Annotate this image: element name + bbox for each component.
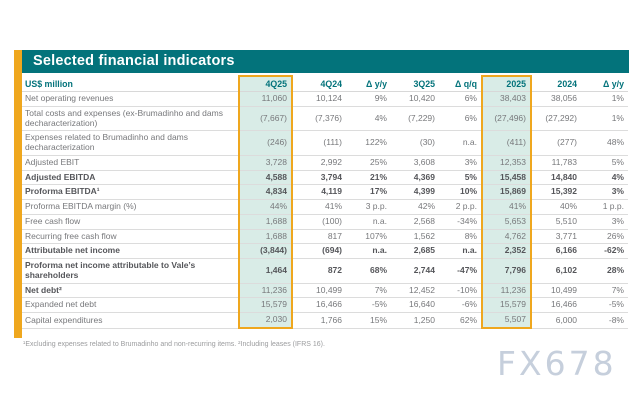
value-cell: 15,579 — [239, 298, 292, 313]
value-cell: 817 — [292, 229, 346, 244]
row-label: Adjusted EBIT — [22, 155, 239, 170]
value-cell: 28% — [581, 259, 628, 284]
table-row — [22, 283, 628, 298]
value-cell: (246) — [239, 131, 292, 156]
value-cell: 10,124 — [292, 92, 346, 107]
financial-indicators-panel — [22, 50, 629, 329]
table-row — [22, 259, 628, 284]
value-cell: 1,688 — [239, 214, 292, 229]
unit-column-header: US$ million — [22, 76, 239, 92]
value-cell: n.a. — [346, 214, 391, 229]
table-row — [22, 170, 628, 185]
value-cell: 11,783 — [531, 155, 581, 170]
row-label: Capital expenditures — [22, 313, 239, 328]
value-cell: 6,000 — [531, 313, 581, 328]
period-column-header: Δ q/q — [439, 76, 482, 92]
value-cell: 15,392 — [531, 185, 581, 200]
value-cell: 12,452 — [391, 283, 439, 298]
value-cell: 6% — [439, 92, 482, 107]
value-cell: 41% — [292, 200, 346, 215]
value-cell: 11,236 — [239, 283, 292, 298]
footnote: ¹Excluding expenses related to Brumadinho and non-recurring items. ²Including leases (IFRS 16). — [23, 341, 325, 348]
value-cell: 3,728 — [239, 155, 292, 170]
value-cell: 5% — [581, 155, 628, 170]
value-cell: 4,762 — [482, 229, 531, 244]
value-cell: -5% — [581, 298, 628, 313]
row-label: Attributable net income — [22, 244, 239, 259]
row-label: Expanded net debt — [22, 298, 239, 313]
value-cell: 6% — [439, 106, 482, 131]
value-cell: 40% — [531, 200, 581, 215]
value-cell: (411) — [482, 131, 531, 156]
value-cell: 10,499 — [531, 283, 581, 298]
value-cell: 5% — [439, 170, 482, 185]
value-cell: -10% — [439, 283, 482, 298]
value-cell: 4% — [346, 106, 391, 131]
value-cell: -6% — [439, 298, 482, 313]
value-cell: 2,685 — [391, 244, 439, 259]
value-cell: 7% — [346, 283, 391, 298]
value-cell: 6,102 — [531, 259, 581, 284]
value-cell: 15% — [346, 313, 391, 328]
period-column-header: 2025 — [482, 76, 531, 92]
value-cell: 11,236 — [482, 283, 531, 298]
value-cell: 1,766 — [292, 313, 346, 328]
value-cell: 26% — [581, 229, 628, 244]
table-row — [22, 244, 628, 259]
value-cell: 1,250 — [391, 313, 439, 328]
period-column-header: 4Q25 — [239, 76, 292, 92]
table-title: Selected financial indicators — [22, 50, 629, 73]
value-cell: 872 — [292, 259, 346, 284]
value-cell: 2,352 — [482, 244, 531, 259]
table-row — [22, 313, 628, 328]
value-cell: 4,834 — [239, 185, 292, 200]
value-cell: 15,579 — [482, 298, 531, 313]
value-cell: 16,466 — [531, 298, 581, 313]
period-column-header: 3Q25 — [391, 76, 439, 92]
value-cell: 41% — [482, 200, 531, 215]
table-row — [22, 185, 628, 200]
value-cell: 8% — [439, 229, 482, 244]
value-cell: 11,060 — [239, 92, 292, 107]
value-cell: 38,403 — [482, 92, 531, 107]
table-row — [22, 92, 628, 107]
period-column-header: 2024 — [531, 76, 581, 92]
header-row — [22, 76, 628, 92]
watermark: FX678 — [497, 344, 617, 383]
value-cell: 16,640 — [391, 298, 439, 313]
value-cell: 4% — [581, 170, 628, 185]
row-label: Free cash flow — [22, 214, 239, 229]
value-cell: 3 p.p. — [346, 200, 391, 215]
value-cell: 25% — [346, 155, 391, 170]
value-cell: 1,562 — [391, 229, 439, 244]
value-cell: 21% — [346, 170, 391, 185]
value-cell: 4,588 — [239, 170, 292, 185]
value-cell: 3% — [439, 155, 482, 170]
value-cell: -34% — [439, 214, 482, 229]
value-cell: 4,119 — [292, 185, 346, 200]
value-cell: 48% — [581, 131, 628, 156]
value-cell: 2 p.p. — [439, 200, 482, 215]
value-cell: 10% — [439, 185, 482, 200]
value-cell: (111) — [292, 131, 346, 156]
value-cell: 16,466 — [292, 298, 346, 313]
value-cell: 5,507 — [482, 313, 531, 328]
value-cell: (7,376) — [292, 106, 346, 131]
table-row — [22, 131, 628, 156]
financial-indicators-table — [22, 75, 628, 329]
table-row — [22, 214, 628, 229]
value-cell: 7% — [581, 283, 628, 298]
value-cell: 4,399 — [391, 185, 439, 200]
value-cell: 5,510 — [531, 214, 581, 229]
value-cell: 1,464 — [239, 259, 292, 284]
value-cell: 5,653 — [482, 214, 531, 229]
value-cell: (30) — [391, 131, 439, 156]
table-row — [22, 298, 628, 313]
value-cell: -5% — [346, 298, 391, 313]
row-label: Recurring free cash flow — [22, 229, 239, 244]
table-row — [22, 200, 628, 215]
value-cell: (100) — [292, 214, 346, 229]
row-label: Net debt² — [22, 283, 239, 298]
value-cell: n.a. — [346, 244, 391, 259]
period-column-header: Δ y/y — [581, 76, 628, 92]
value-cell: 68% — [346, 259, 391, 284]
row-label: Proforma net income attributable to Vale’s shareholders — [22, 259, 239, 284]
row-label: Total costs and expenses (ex-Brumadinho and dams decharacterization) — [22, 106, 239, 131]
left-accent-bar — [14, 50, 22, 338]
value-cell: 15,869 — [482, 185, 531, 200]
row-label: Net operating revenues — [22, 92, 239, 107]
value-cell: 122% — [346, 131, 391, 156]
value-cell: 3% — [581, 185, 628, 200]
value-cell: 1% — [581, 106, 628, 131]
value-cell: n.a. — [439, 131, 482, 156]
value-cell: 3,771 — [531, 229, 581, 244]
value-cell: 15,458 — [482, 170, 531, 185]
value-cell: (3,844) — [239, 244, 292, 259]
row-label: Expenses related to Brumadinho and dams decharacterization — [22, 131, 239, 156]
value-cell: -8% — [581, 313, 628, 328]
table-body — [22, 92, 628, 329]
period-column-header: Δ y/y — [346, 76, 391, 92]
value-cell: 10,420 — [391, 92, 439, 107]
value-cell: 3,608 — [391, 155, 439, 170]
value-cell: -62% — [581, 244, 628, 259]
value-cell: 7,796 — [482, 259, 531, 284]
value-cell: 1 p.p. — [581, 200, 628, 215]
value-cell: 107% — [346, 229, 391, 244]
value-cell: 9% — [346, 92, 391, 107]
table-row — [22, 106, 628, 131]
row-label: Proforma EBITDA margin (%) — [22, 200, 239, 215]
value-cell: 4,369 — [391, 170, 439, 185]
value-cell: 1,688 — [239, 229, 292, 244]
value-cell: 14,840 — [531, 170, 581, 185]
period-column-header: 4Q24 — [292, 76, 346, 92]
value-cell: 10,499 — [292, 283, 346, 298]
value-cell: (7,667) — [239, 106, 292, 131]
value-cell: (27,496) — [482, 106, 531, 131]
value-cell: 42% — [391, 200, 439, 215]
value-cell: 3% — [581, 214, 628, 229]
value-cell: (27,292) — [531, 106, 581, 131]
row-label: Proforma EBITDA¹ — [22, 185, 239, 200]
value-cell: 44% — [239, 200, 292, 215]
value-cell: -47% — [439, 259, 482, 284]
table-row — [22, 155, 628, 170]
value-cell: 17% — [346, 185, 391, 200]
value-cell: n.a. — [439, 244, 482, 259]
value-cell: 6,166 — [531, 244, 581, 259]
value-cell: 62% — [439, 313, 482, 328]
value-cell: (277) — [531, 131, 581, 156]
value-cell: 2,030 — [239, 313, 292, 328]
value-cell: 2,992 — [292, 155, 346, 170]
value-cell: 12,353 — [482, 155, 531, 170]
value-cell: 1% — [581, 92, 628, 107]
value-cell: 3,794 — [292, 170, 346, 185]
value-cell: 38,056 — [531, 92, 581, 107]
value-cell: (694) — [292, 244, 346, 259]
row-label: Adjusted EBITDA — [22, 170, 239, 185]
value-cell: 2,568 — [391, 214, 439, 229]
value-cell: (7,229) — [391, 106, 439, 131]
table-row — [22, 229, 628, 244]
value-cell: 2,744 — [391, 259, 439, 284]
